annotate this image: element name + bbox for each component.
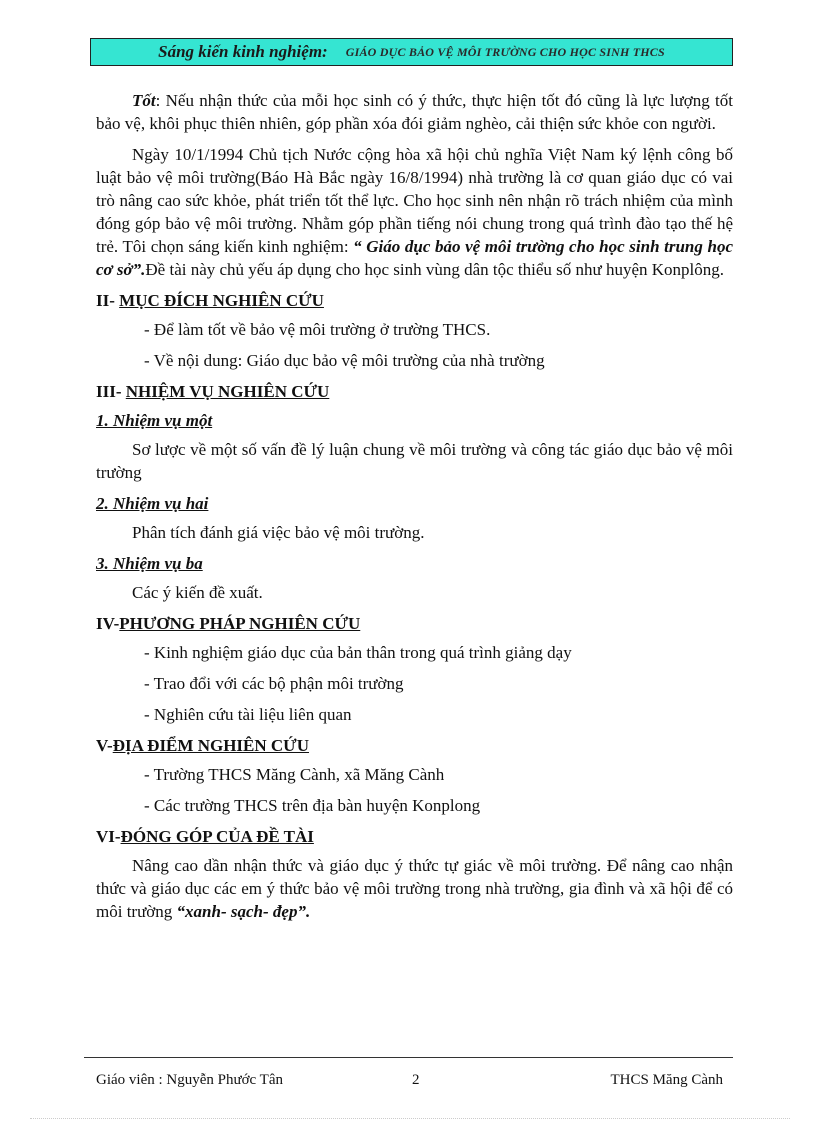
list-item: - Trường THCS Măng Cành, xã Măng Cành xyxy=(144,765,445,784)
task-2-text: Phân tích đánh giá việc bảo vệ môi trường. xyxy=(132,523,425,542)
subheading-task-1: 1. Nhiệm vụ một xyxy=(96,411,213,430)
page-bottom-edge xyxy=(30,1118,790,1119)
page-footer xyxy=(96,1072,723,1089)
section-heading-6: VI-ĐÓNG GÓP CỦA ĐỀ TÀI xyxy=(96,827,314,846)
task-1-text: Sơ lược về một số vấn đề lý luận chung về môi trường và công tác giáo dục bảo vệ môi trường xyxy=(96,440,733,482)
list-item: - Các trường THCS trên địa bàn huyện Konplong xyxy=(144,796,481,815)
contribution-paragraph: Nâng cao dần nhận thức và giáo dục ý thức tự giác về môi trường. Để nâng cao nhận thức và giáo dục các em ý thức bảo vệ môi trường trong nhà trường, gia đình và xã hội để có môi trường “xanh- sạch- đẹp”. xyxy=(96,856,733,921)
document-body xyxy=(96,89,733,931)
intro-paragraph-2: Ngày 10/1/1994 Chủ tịch Nước cộng hòa xã hội chủ nghĩa Việt Nam ký lệnh công bố luật bảo vệ môi trường(Báo Hà Bắc ngày 16/8/1994) nhà trường là cơ quan giáo dục có vai trò nâng cao sức khỏe, phát triển tốt thể lực. Cho học sinh nên nhận rõ trách nhiệm của mình đóng góp bảo vệ môi trường. Nhằm góp phần tiếng nói chung trong quá trình đào tạo thế hệ trẻ. Tôi chọn sáng kiến kinh nghiệm: “ Giáo dục bảo vệ môi trường cho học sinh trung học cơ sở”.Đề tài này chủ yếu áp dụng cho học sinh vùng dân tộc thiểu số như huyện Konplông. xyxy=(96,145,733,279)
section-heading-2: II- MỤC ĐÍCH NGHIÊN CỨU xyxy=(96,291,324,310)
intro-lead-word: Tốt xyxy=(132,91,156,110)
slogan: “xanh- sạch- đẹp” xyxy=(176,902,306,921)
header-topic: GIÁO DỤC BẢO VỆ MÔI TRƯỜNG CHO HỌC SINH THCS xyxy=(345,44,665,59)
list-item: - Để làm tốt về bảo vệ môi trường ở trường THCS. xyxy=(144,320,491,339)
subheading-task-2: 2. Nhiệm vụ hai xyxy=(96,494,209,513)
list-item: - Kinh nghiệm giáo dục của bản thân trong quá trình giảng dạy xyxy=(144,643,572,662)
list-item: - Về nội dung: Giáo dục bảo vệ môi trường của nhà trường xyxy=(144,351,545,370)
footer-school: THCS Măng Cành xyxy=(610,1072,723,1088)
intro-paragraph-1: Tốt: Nếu nhận thức của mỗi học sinh có ý thức, thực hiện tốt đó cũng là lực lượng tốt bảo vệ, khôi phục thiên nhiên, góp phần xóa đói giảm nghèo, cải thiện sức khỏe con người. xyxy=(96,91,733,133)
list-item: - Trao đổi với các bộ phận môi trường xyxy=(144,674,404,693)
footer-divider xyxy=(84,1057,733,1058)
section-heading-4: IV-PHƯƠNG PHÁP NGHIÊN CỨU xyxy=(96,614,361,633)
header-lead: Sáng kiến kinh nghiệm: xyxy=(158,42,328,61)
header-banner xyxy=(90,38,733,66)
page-number: 2 xyxy=(412,1072,420,1088)
section-heading-3: III- NHIỆM VỤ NGHIÊN CỨU xyxy=(96,382,330,401)
subheading-task-3: 3. Nhiệm vụ ba xyxy=(96,554,203,573)
section-heading-5: V-ĐỊA ĐIỂM NGHIÊN CỨU xyxy=(96,736,309,755)
initiative-title: “ Giáo dục bảo vệ môi trường cho học sinh trung học cơ sở”. xyxy=(96,237,733,279)
list-item: - Nghiên cứu tài liệu liên quan xyxy=(144,705,352,724)
footer-teacher: Giáo viên : Nguyễn Phước Tân xyxy=(96,1072,284,1088)
task-3-text: Các ý kiến đề xuất. xyxy=(132,583,263,602)
